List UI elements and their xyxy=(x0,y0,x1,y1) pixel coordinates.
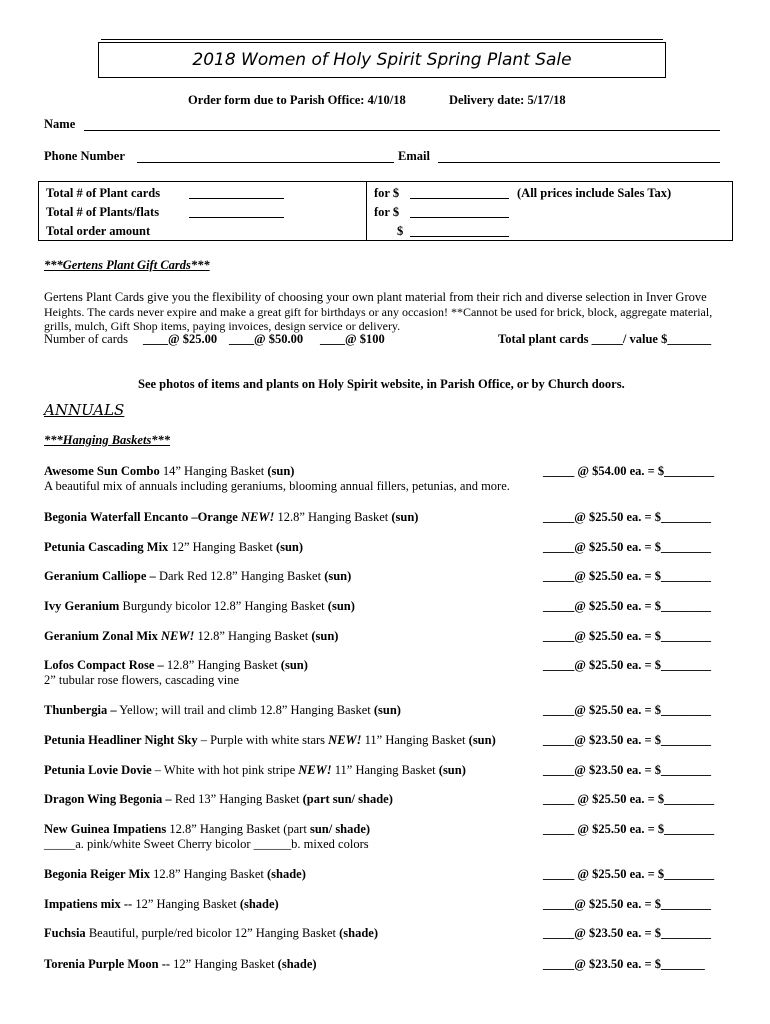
name-field[interactable] xyxy=(84,130,720,131)
item-name: New Guinea Impatiens xyxy=(44,822,167,836)
item-description: Burgundy bicolor 12.8” Hanging Basket xyxy=(119,599,328,613)
item-description: 12.8” Hanging Basket xyxy=(163,658,281,672)
item-price-field[interactable]: _____@ $25.50 ea. = $________ xyxy=(543,510,712,524)
item-row xyxy=(44,540,303,555)
item-price-field[interactable]: _____ @ $25.50 ea. = $________ xyxy=(543,867,715,881)
item-name: Geranium Zonal Mix xyxy=(44,629,158,643)
item-row xyxy=(44,822,370,837)
item-description: Dark Red 12.8” Hanging Basket xyxy=(155,569,325,583)
item-price-field[interactable]: _____@ $23.50 ea. = $_______ xyxy=(543,957,705,971)
photos-note: See photos of items and plants on Holy Spirit website, in Parish Office, or by Church doors. xyxy=(138,377,625,391)
item-description: 12.8” Hanging Basket xyxy=(150,867,267,881)
item-description: – White with hot pink stripe xyxy=(151,763,299,777)
item-row xyxy=(44,867,306,882)
annuals-heading: ANNUALS xyxy=(44,401,125,419)
item-row xyxy=(44,658,308,673)
item-price-field[interactable]: _____@ $25.50 ea. = $________ xyxy=(543,569,712,583)
card-option-25[interactable]: ____@ $25.00 xyxy=(143,332,218,346)
item-price-field[interactable]: _____@ $25.50 ea. = $________ xyxy=(543,629,712,643)
item-description: 12.8” Hanging Basket xyxy=(194,629,312,643)
item-price-field[interactable]: _____@ $25.50 ea. = $________ xyxy=(543,658,712,672)
for-dollar-label-1: for $ xyxy=(374,186,400,200)
item-row xyxy=(44,464,294,479)
item-name: Ivy Geranium xyxy=(44,599,120,613)
item-detail: A beautiful mix of annuals including geraniums, blooming annual fillers, petunias, and more. xyxy=(44,479,510,493)
totals-divider xyxy=(366,182,367,240)
item-condition: (sun) xyxy=(438,763,466,777)
plants-flats-amount-field[interactable] xyxy=(410,217,509,218)
item-row xyxy=(44,629,338,644)
item-description: 12.8” Hanging Basket (part xyxy=(166,822,310,836)
item-name: Fuchsia xyxy=(44,926,86,940)
item-row xyxy=(44,897,279,912)
new-badge: NEW! xyxy=(298,763,332,777)
item-description: 12” Hanging Basket xyxy=(170,957,278,971)
number-of-cards-label: Number of cards xyxy=(44,332,128,346)
item-condition: (sun) xyxy=(468,733,496,747)
item-price-field[interactable]: _____@ $25.50 ea. = $________ xyxy=(543,703,712,717)
item-price-field[interactable]: _____@ $23.50 ea. = $________ xyxy=(543,926,712,940)
due-date-line: Order form due to Parish Office: 4/10/18 xyxy=(188,93,406,107)
item-condition: (part sun/ shade) xyxy=(302,792,393,806)
item-price-field[interactable]: _____ @ $54.00 ea. = $________ xyxy=(543,464,715,478)
item-name: Begonia Waterfall Encanto –Orange xyxy=(44,510,238,524)
gift-cards-desc-line-2: Heights. The cards never expire and make a great gift for birthdays or any occasion! **Cannot be used for brick, block, aggregate material, xyxy=(44,305,713,319)
item-condition: (sun) xyxy=(267,464,295,478)
item-price-field[interactable]: _____ @ $25.50 ea. = $________ xyxy=(543,822,715,836)
phone-label: Phone Number xyxy=(44,149,125,163)
item-row xyxy=(44,792,393,807)
gift-cards-desc-line-3: grills, mulch, Gift Shop items, paying invoices, design service or delivery. xyxy=(44,319,401,333)
hanging-baskets-heading: ***Hanging Baskets*** xyxy=(44,433,171,447)
item-name: Dragon Wing Begonia – xyxy=(44,792,172,806)
item-name: Begonia Reiger Mix xyxy=(44,867,150,881)
item-name: Impatiens mix -- xyxy=(44,897,133,911)
item-row xyxy=(44,599,355,614)
item-condition: (sun) xyxy=(324,569,352,583)
total-plant-cards-field[interactable] xyxy=(189,198,284,199)
item-condition: (sun) xyxy=(280,658,308,672)
item-price-field[interactable]: _____@ $25.50 ea. = $________ xyxy=(543,540,712,554)
item-name: Geranium Calliope – xyxy=(44,569,156,583)
item-description-2: 11” Hanging Basket xyxy=(361,733,469,747)
item-name: Petunia Lovie Dovie xyxy=(44,763,152,777)
for-dollar-label-2: for $ xyxy=(374,205,400,219)
total-plant-cards-label: Total # of Plant cards xyxy=(46,186,161,200)
plant-cards-amount-field[interactable] xyxy=(410,198,509,199)
item-condition: (shade) xyxy=(239,897,279,911)
item-condition: (sun) xyxy=(391,510,419,524)
item-description: 12” Hanging Basket xyxy=(132,897,240,911)
card-option-100[interactable]: ____@ $100 xyxy=(320,332,385,346)
email-label: Email xyxy=(398,149,430,163)
item-name: Torenia Purple Moon -- xyxy=(44,957,171,971)
tax-note: (All prices include Sales Tax) xyxy=(517,186,672,200)
item-row xyxy=(44,510,418,525)
item-row xyxy=(44,569,351,584)
item-condition: (sun) xyxy=(327,599,355,613)
item-detail: 2” tubular rose flowers, cascading vine xyxy=(44,673,240,687)
item-condition: (shade) xyxy=(339,926,378,940)
item-condition: (sun) xyxy=(275,540,304,554)
name-label: Name xyxy=(44,117,76,131)
item-detail: _____a. pink/white Sweet Cherry bicolor ______b. mixed colors xyxy=(44,837,369,851)
item-condition: (sun) xyxy=(311,629,339,643)
item-row xyxy=(44,733,496,748)
new-badge: NEW! xyxy=(328,733,362,747)
card-option-50[interactable]: ____@ $50.00 xyxy=(229,332,304,346)
delivery-date-line: Delivery date: 5/17/18 xyxy=(449,93,566,107)
phone-field[interactable] xyxy=(137,162,394,163)
item-condition: (shade) xyxy=(267,867,306,881)
item-name: Thunbergia – xyxy=(44,703,117,717)
item-description: 12” Hanging Basket xyxy=(168,540,276,554)
total-order-amount-field[interactable] xyxy=(410,236,509,237)
gift-cards-heading: ***Gertens Plant Gift Cards*** xyxy=(44,258,210,272)
item-name: Petunia Cascading Mix xyxy=(44,540,169,554)
item-name: Lofos Compact Rose – xyxy=(44,658,164,672)
title-box xyxy=(98,42,666,78)
item-condition: sun/ shade) xyxy=(309,822,371,836)
item-description: Beautiful, purple/red bicolor 12” Hanging Basket xyxy=(85,926,340,940)
dollar-label: $ xyxy=(397,224,404,238)
item-row xyxy=(44,763,466,778)
total-plants-flats-label: Total # of Plants/flats xyxy=(46,205,160,219)
item-price-field[interactable]: _____@ $25.50 ea. = $________ xyxy=(543,897,712,911)
gift-cards-desc-line-1: Gertens Plant Cards give you the flexibility of choosing your own plant material from their rich and diverse selection in Inver Grove xyxy=(44,290,707,304)
item-description: 14” Hanging Basket xyxy=(159,464,268,478)
page-title: 2018 Women of Holy Spirit Spring Plant Sale xyxy=(192,50,572,70)
total-plants-flats-field[interactable] xyxy=(189,217,284,218)
total-order-amount-label: Total order amount xyxy=(46,224,151,238)
item-description-2: 11” Hanging Basket xyxy=(331,763,439,777)
total-plant-cards-value[interactable]: Total plant cards _____/ value $_______ xyxy=(498,332,712,346)
new-badge: NEW! xyxy=(241,510,275,524)
item-name: Petunia Headliner Night Sky xyxy=(44,733,198,747)
item-row xyxy=(44,957,317,972)
item-price-field[interactable]: _____@ $23.50 ea. = $________ xyxy=(543,763,712,777)
item-description: Red 13” Hanging Basket xyxy=(171,792,303,806)
item-description: – Purple with white stars xyxy=(197,733,329,747)
item-description: 12.8” Hanging Basket xyxy=(274,510,392,524)
item-description: Yellow; will trail and climb 12.8” Hanging Basket xyxy=(116,703,374,717)
item-price-field[interactable]: _____ @ $25.50 ea. = $________ xyxy=(543,792,715,806)
item-condition: (sun) xyxy=(373,703,401,717)
email-field[interactable] xyxy=(438,162,720,163)
item-price-field[interactable]: _____@ $25.50 ea. = $________ xyxy=(543,599,712,613)
item-name: Awesome Sun Combo xyxy=(44,464,160,478)
new-badge: NEW! xyxy=(161,629,195,643)
item-price-field[interactable]: _____@ $23.50 ea. = $________ xyxy=(543,733,712,747)
item-row xyxy=(44,703,401,718)
item-row xyxy=(44,926,378,941)
item-condition: (shade) xyxy=(277,957,317,971)
